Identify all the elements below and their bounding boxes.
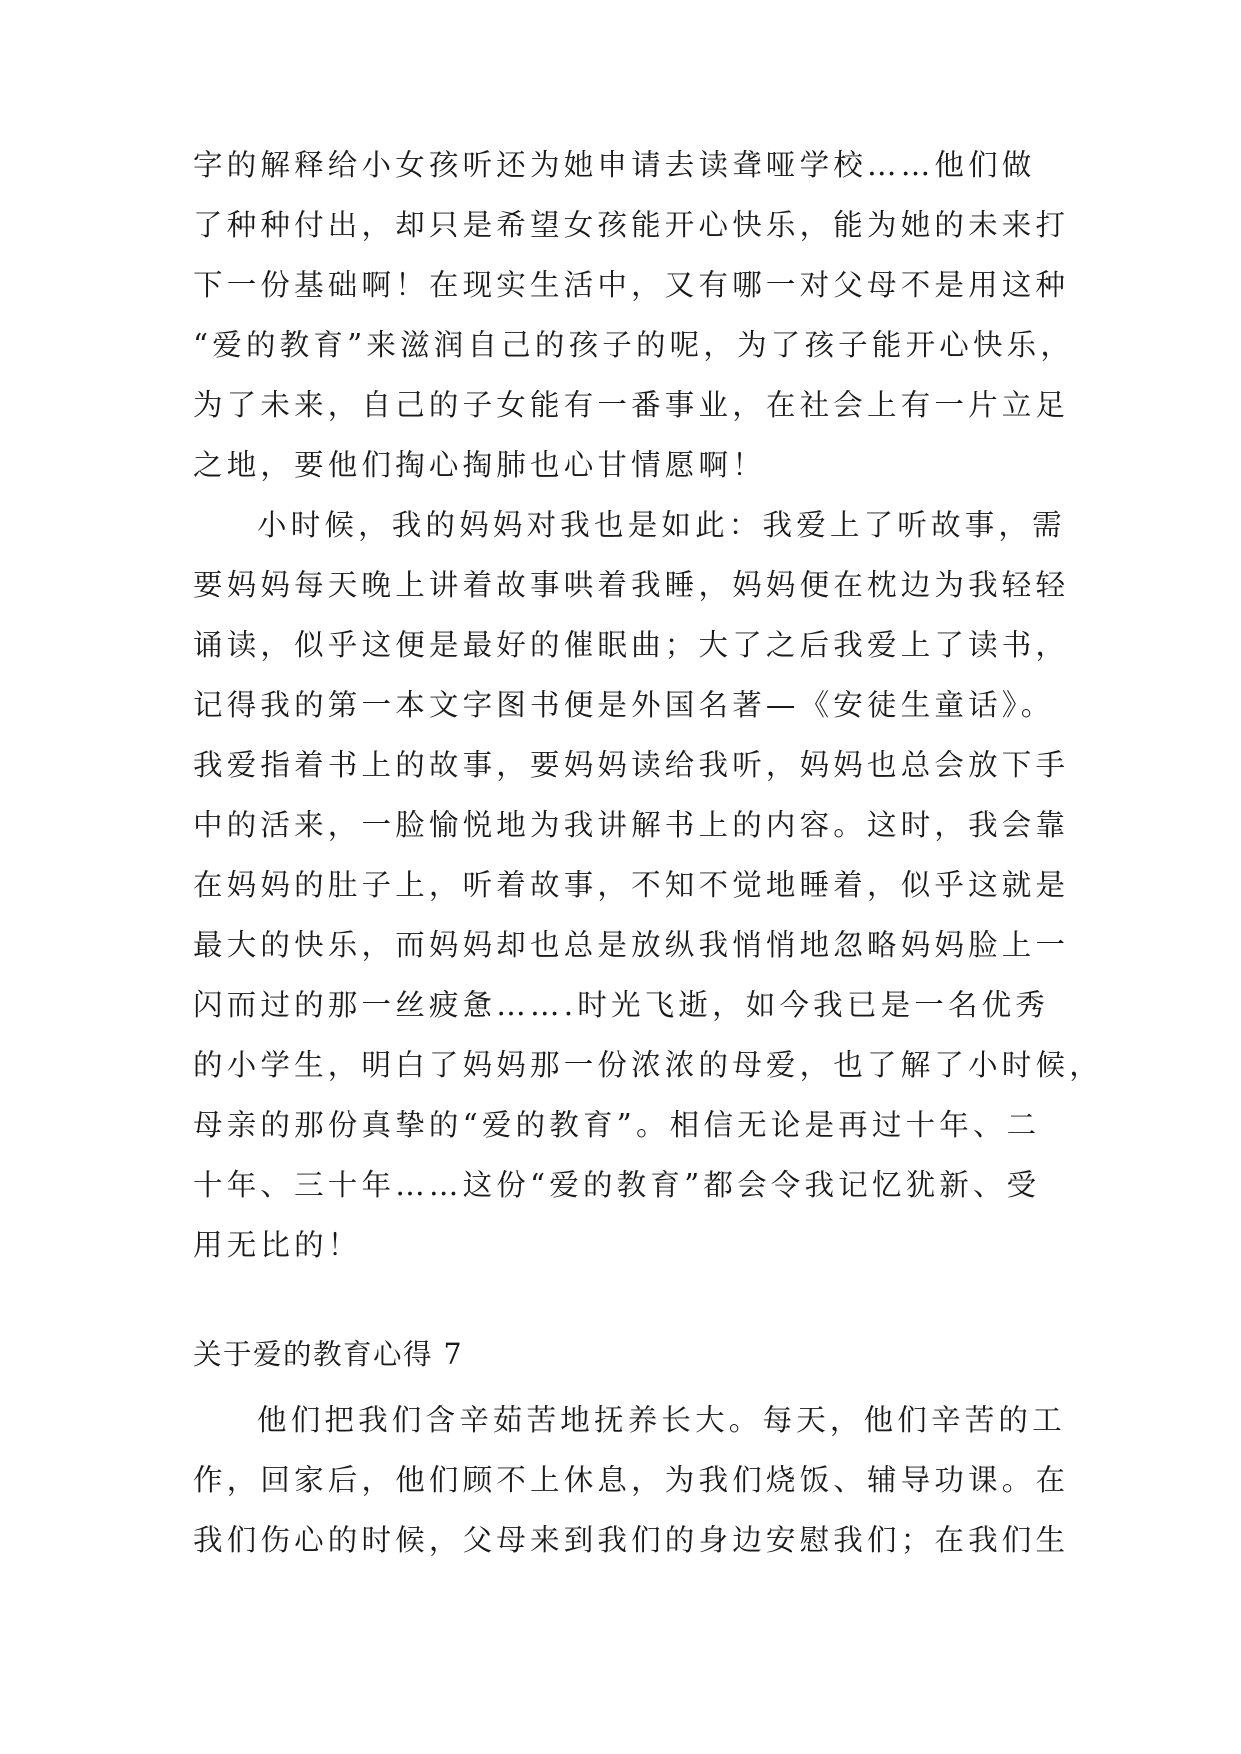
text-line: 母亲的那份真挚的“爱的教育”。相信无论是再过十年、二 — [193, 1108, 1041, 1142]
text-line: 要妈妈每天晚上讲着故事哄着我睡，妈妈便在枕边为我轻轻 — [193, 568, 1070, 602]
text-line: 字的解释给小女孩听还为她申请去读聋哑学校……他们做 — [193, 148, 1036, 182]
text-line: 用无比的！ — [193, 1228, 362, 1262]
text-line: 的小学生，明白了妈妈那一份浓浓的母爱，也了解了小时候， — [193, 1048, 1103, 1082]
text-line: 之地，要他们掏心掏肺也心甘情愿啊！ — [193, 448, 766, 482]
text-line: 十年、三十年……这份“爱的教育”都会令我记忆犹新、受 — [193, 1168, 1041, 1202]
text-line: 了种种付出，却只是希望女孩能开心快乐，能为她的未来打 — [193, 208, 1070, 242]
text-line: 闪而过的那一丝疲惫…….时光飞逝，如今我已是一名优秀 — [193, 988, 1050, 1022]
text-line: 最大的快乐，而妈妈却也总是放纵我悄悄地忽略妈妈脸上一 — [193, 928, 1070, 962]
text-line: 记得我的第一本文字图书便是外国名著—《安徒生童话》。 — [193, 688, 1055, 722]
text-line: 诵读，似乎这便是最好的催眠曲；大了之后我爱上了读书， — [193, 628, 1070, 662]
text-line: 下一份基础啊！在现实生活中，又有哪一对父母不是用这种 — [193, 268, 1070, 302]
text-line: 作，回家后，他们顾不上休息，为我们烧饭、辅导功课。在 — [193, 1463, 1070, 1497]
text-line: 小时候，我的妈妈对我也是如此：我爱上了听故事，需 — [257, 508, 1066, 542]
text-line: 我们伤心的时候，父母来到我们的身边安慰我们；在我们生 — [193, 1523, 1070, 1557]
text-line: 为了未来，自己的子女能有一番事业，在社会上有一片立足 — [193, 388, 1070, 422]
text-line: 我爱指着书上的故事，要妈妈读给我听，妈妈也总会放下手 — [193, 748, 1070, 782]
text-line: 他们把我们含辛茹苦地抚养长大。每天，他们辛苦的工 — [257, 1403, 1066, 1437]
text-line: “爱的教育”来滋润自己的孩子的呢，为了孩子能开心快乐， — [193, 328, 1075, 362]
text-line: 在妈妈的肚子上，听着故事，不知不觉地睡着，似乎这就是 — [193, 868, 1070, 902]
text-line: 中的活来，一脸愉悦地为我讲解书上的内容。这时，我会靠 — [193, 808, 1070, 842]
section-heading: 关于爱的教育心得 7 — [193, 1338, 464, 1371]
